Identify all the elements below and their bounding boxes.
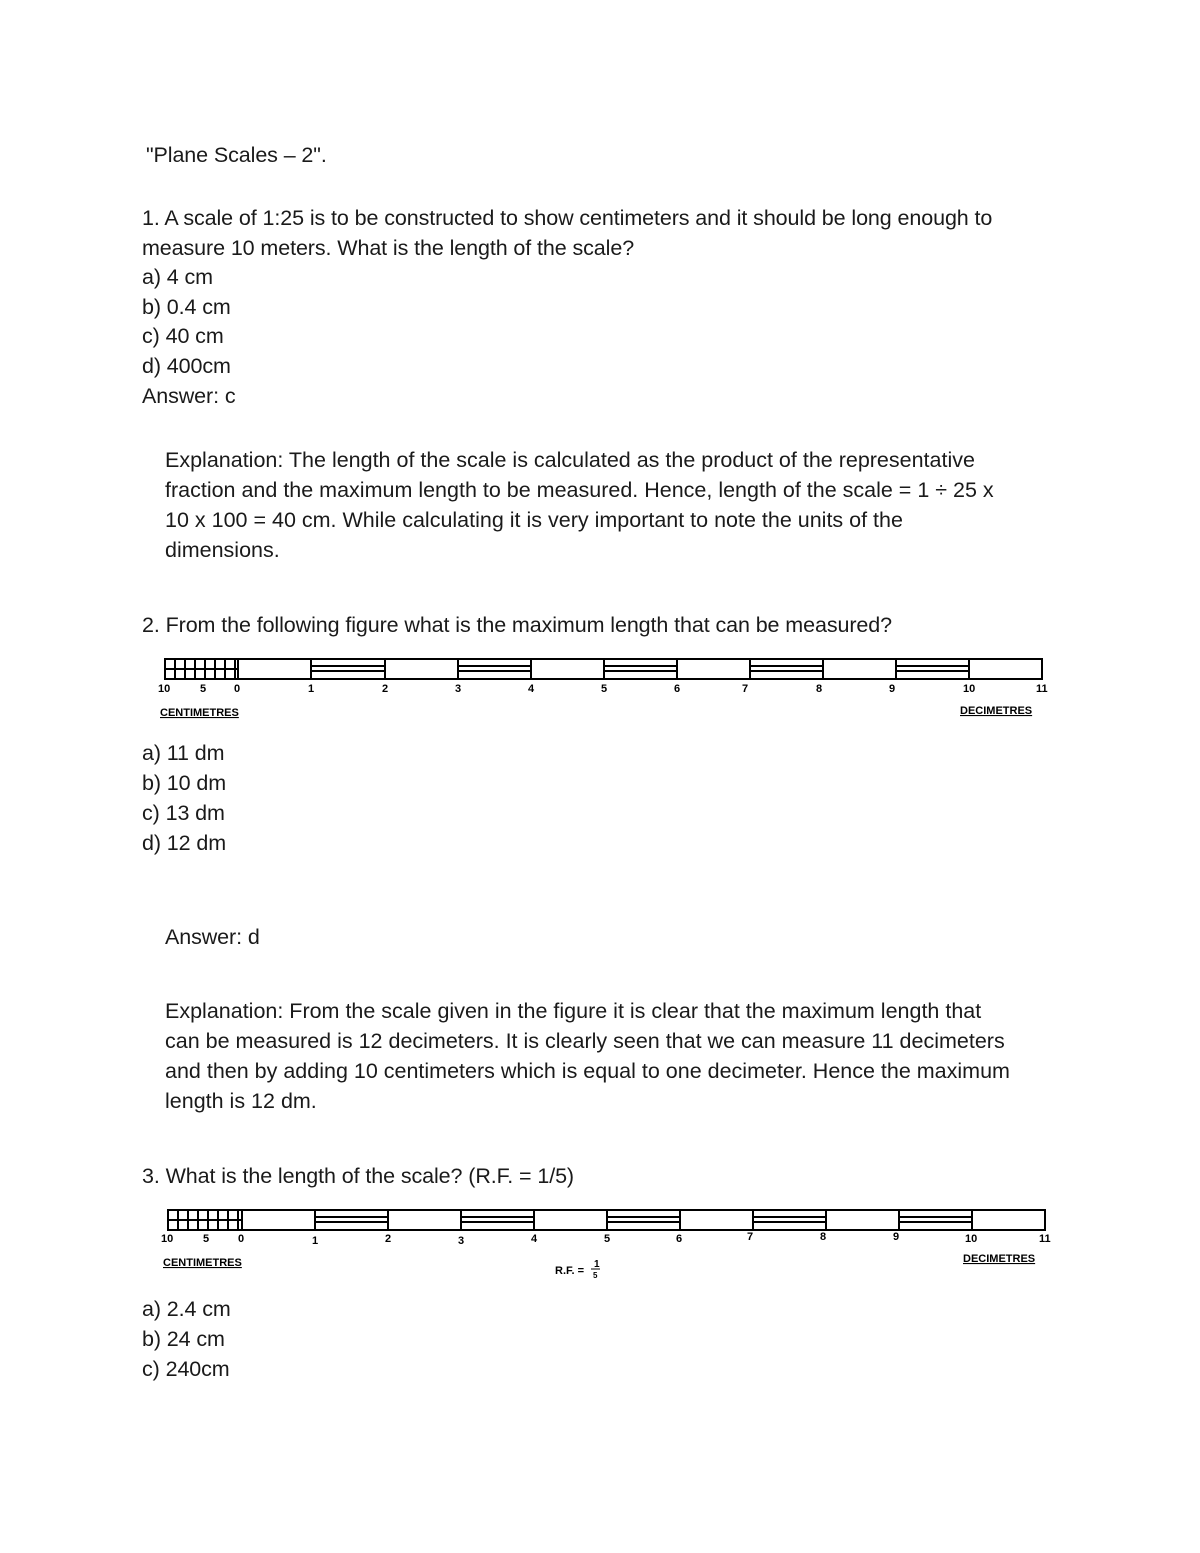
dm-label: 4 <box>531 1233 538 1245</box>
dm-label: 1 <box>308 683 315 695</box>
centimetres-caption: CENTIMETRES <box>163 1257 242 1269</box>
q3-scale-figure <box>150 1204 1050 1284</box>
q1-explanation <box>165 445 1065 565</box>
q1-option-b: b) 0.4 cm <box>142 295 231 319</box>
dm-label: 9 <box>893 1231 900 1243</box>
dm-label: 5 <box>601 683 608 695</box>
dm-label: 4 <box>528 683 535 695</box>
dm-label: 6 <box>676 1233 683 1245</box>
q1-option-d: d) 400cm <box>142 354 231 378</box>
dm-label: 8 <box>820 1231 827 1243</box>
q2-option-d: d) 12 dm <box>142 831 227 855</box>
centimetres-caption: CENTIMETRES <box>160 707 239 719</box>
q2-explanation <box>165 996 1065 1116</box>
q3-option-a: a) 2.4 cm <box>142 1297 231 1321</box>
dm-label: 10 <box>963 683 976 695</box>
dm-label: 5 <box>604 1233 611 1245</box>
q1-answer: Answer: c <box>142 384 236 408</box>
q2-option-b: b) 10 dm <box>142 771 227 795</box>
dm-label: 3 <box>458 1235 465 1247</box>
cm-label: 0 <box>234 683 241 695</box>
cm-label: 10 <box>161 1233 174 1245</box>
dm-label: 10 <box>965 1233 978 1245</box>
q1-explanation-line: 10 x 100 = 40 cm. While calculating it is very important to note the units of the <box>165 508 903 532</box>
q3-option-c: c) 240cm <box>142 1357 230 1381</box>
cm-label: 5 <box>200 683 207 695</box>
q3-option-b: b) 24 cm <box>142 1327 225 1351</box>
q2-question: 2. From the following figure what is the maximum length that can be measured? <box>142 613 892 637</box>
q1-option-a: a) 4 cm <box>142 265 213 289</box>
q2-explanation-line: Explanation: From the scale given in the figure it is clear that the maximum length that <box>165 999 982 1023</box>
page-title: "Plane Scales – 2". <box>146 143 327 167</box>
dm-label: 7 <box>742 683 749 695</box>
q1-explanation-line: Explanation: The length of the scale is calculated as the product of the representative <box>165 448 975 472</box>
q1-explanation-line: dimensions. <box>165 538 280 562</box>
rf-label: R.F. = <box>555 1265 585 1277</box>
dm-label: 9 <box>889 683 896 695</box>
dm-label: 3 <box>455 683 462 695</box>
dm-label: 8 <box>816 683 823 695</box>
cm-label: 0 <box>238 1233 245 1245</box>
q1-option-c: c) 40 cm <box>142 324 224 348</box>
q1-question-line1: 1. A scale of 1:25 is to be constructed to show centimeters and it should be long enough to <box>142 206 993 230</box>
cm-label: 5 <box>203 1233 210 1245</box>
dm-label: 7 <box>747 1231 754 1243</box>
decimetres-caption: DECIMETRES <box>960 705 1033 717</box>
q2-option-c: c) 13 dm <box>142 801 225 825</box>
rf-denominator: 5 <box>593 1271 598 1280</box>
dm-label: 11 <box>1039 1233 1051 1245</box>
dm-label: 2 <box>385 1233 392 1245</box>
decimetres-caption: DECIMETRES <box>963 1253 1036 1265</box>
q2-explanation-line: length is 12 dm. <box>165 1089 317 1113</box>
rf-numerator: 1 <box>594 1259 600 1270</box>
dm-label: 1 <box>312 1235 319 1247</box>
dm-label: 11 <box>1036 683 1048 695</box>
dm-label: 6 <box>674 683 681 695</box>
q1-explanation-line: fraction and the maximum length to be measured. Hence, length of the scale = 1 ÷ 25 x <box>165 478 994 502</box>
dm-label: 2 <box>382 683 389 695</box>
q2-scale-figure <box>150 652 1050 724</box>
q2-explanation-line: and then by adding 10 centimeters which is equal to one decimeter. Hence the maximum <box>165 1059 1010 1083</box>
q2-answer: Answer: d <box>165 925 260 949</box>
q1-question-line2: measure 10 meters. What is the length of the scale? <box>142 236 635 260</box>
q2-option-a: a) 11 dm <box>142 741 225 765</box>
q2-explanation-line: can be measured is 12 decimeters. It is clearly seen that we can measure 11 decimeters <box>165 1029 1005 1053</box>
cm-label: 10 <box>158 683 171 695</box>
q3-question: 3. What is the length of the scale? (R.F. = 1/5) <box>142 1164 574 1188</box>
